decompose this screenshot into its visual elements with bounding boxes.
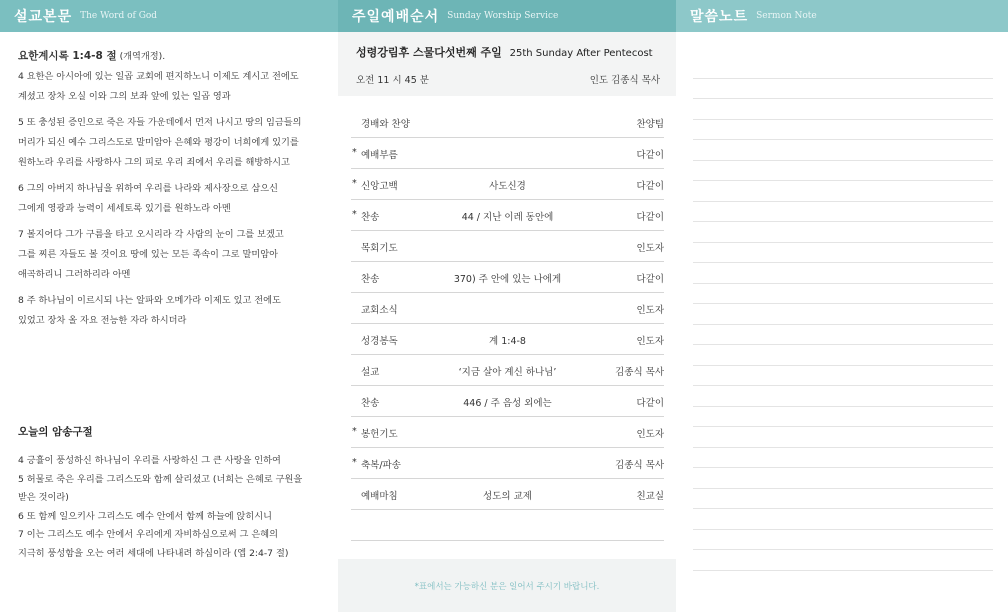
memory-line: 5 허물로 죽은 우리를 그리스도와 함께 살리셨고 (너희는 은혜로 구원을	[18, 473, 303, 485]
sunday-title	[356, 44, 660, 60]
note-header-subtitle: Sermon Note	[756, 11, 817, 21]
verse-line: 4 요한은 아시아에 있는 일곱 교회에 편지하노니 이제도 계시고 전에도	[18, 71, 299, 82]
order-item-leader: 김종식 목사	[615, 460, 664, 471]
worship-order-column	[338, 0, 676, 612]
verse-line: 머리가 되신 예수 그리스도로 말미암아 은혜와 평강이 너희에게 있기를	[18, 137, 299, 148]
order-item	[351, 200, 664, 231]
order-footer	[338, 559, 676, 612]
memory-verse-text	[18, 452, 323, 563]
note-line[interactable]	[693, 79, 993, 100]
order-item-leader: 다같이	[636, 150, 664, 161]
scripture-verse	[18, 291, 320, 331]
order-item	[351, 355, 664, 386]
standing-mark: *	[352, 147, 357, 158]
order-item-leader: 다같이	[636, 181, 664, 192]
scripture-verse	[18, 225, 320, 285]
order-item-name: 찬송	[361, 274, 380, 285]
service-info	[338, 32, 676, 96]
order-item-name: 설교	[361, 367, 380, 378]
note-line[interactable]	[693, 366, 993, 387]
order-header-title: 주일예배순서	[352, 9, 440, 25]
memory-line: 7 이는 그리스도 예수 안에서 우리에게 자비하심으로써 그 은혜의	[18, 529, 278, 540]
note-line[interactable]	[693, 58, 993, 79]
order-item-name: 예배부름	[361, 150, 398, 161]
order-item-name: 예배마침	[361, 491, 398, 502]
order-item-leader: 다같이	[636, 212, 664, 223]
order-item-content: ‘지금 살아 계신 하나님’	[458, 367, 557, 378]
verse-line: 원하노라 우리를 사랑하사 그의 피로 우리 죄에서 우리를 해방하시고	[18, 157, 290, 168]
note-header	[676, 0, 1008, 32]
scripture-reference-line	[18, 46, 320, 67]
word-header	[0, 0, 338, 32]
note-line[interactable]	[693, 489, 993, 510]
order-item-content: 성도의 교제	[483, 491, 532, 502]
memory-line: 받은 것이라)	[18, 492, 69, 503]
memory-line: 4 긍휼이 풍성하신 하나님이 우리를 사랑하신 그 큰 사랑을 인하여	[18, 455, 281, 466]
order-item-leader: 인도자	[636, 336, 664, 347]
note-line[interactable]	[693, 120, 993, 141]
scripture-verse	[18, 67, 320, 107]
word-header-title: 설교본문	[14, 9, 73, 25]
standing-mark: *	[352, 426, 357, 437]
note-header-title: 말씀노트	[690, 9, 749, 25]
order-item-name: 교회소식	[361, 305, 398, 316]
order-item-leader: 다같이	[636, 398, 664, 409]
order-item	[351, 262, 664, 293]
sermon-note-column	[676, 0, 1008, 612]
order-item	[351, 107, 664, 138]
note-line[interactable]	[693, 468, 993, 489]
order-item-leader: 다같이	[636, 274, 664, 285]
order-item-name: 찬송	[361, 398, 380, 409]
verse-line: 5 또 충성된 증인으로 죽은 자들 가운데에서 먼저 나시고 땅의 임금들의	[18, 117, 302, 128]
standing-mark: *	[352, 209, 357, 220]
verse-line: 8 주 하나님이 이르시되 나는 알파와 오메가라 이제도 있고 전에도	[18, 295, 281, 306]
order-item-content: 사도신경	[489, 181, 526, 192]
word-of-god-column	[0, 0, 338, 612]
note-line[interactable]	[693, 99, 993, 120]
note-line[interactable]	[693, 222, 993, 243]
memory-line: 지극히 풍성함을 오는 여러 세대에 나타내려 하심이라 (엡 2:4-7 절)	[18, 547, 289, 559]
verse-line: 애곡하리니 그러하리라 아멘	[18, 269, 131, 280]
verse-line: 있었고 장차 올 자요 전능한 자라 하시더라	[18, 315, 187, 326]
order-item-content: 44 / 지난 이레 동안에	[461, 212, 554, 223]
note-line[interactable]	[693, 263, 993, 284]
service-presider: 인도 김종식 목사	[589, 75, 660, 86]
note-line[interactable]	[693, 243, 993, 264]
order-item-name: 경배와 찬양	[361, 119, 410, 130]
order-item-leader: 친교실	[636, 491, 664, 502]
note-line[interactable]	[693, 181, 993, 202]
note-line[interactable]	[693, 325, 993, 346]
standing-note: *표에서는 가능하신 분은 일어서 주시기 바랍니다.	[414, 581, 600, 592]
order-item-name: 축복/파송	[361, 460, 401, 471]
order-item-content: 446 / 주 음성 외에는	[463, 398, 552, 409]
note-line[interactable]	[693, 530, 993, 551]
order-item-leader: 인도자	[636, 243, 664, 254]
order-item-leader: 찬양팀	[636, 119, 664, 130]
order-item-name: 찬송	[361, 212, 380, 223]
order-item	[351, 479, 664, 510]
order-item	[351, 293, 664, 324]
memory-verse-title: 오늘의 암송구절	[18, 426, 93, 438]
note-line[interactable]	[693, 202, 993, 223]
note-line[interactable]	[693, 284, 993, 305]
word-header-subtitle: The Word of God	[80, 11, 158, 21]
note-line[interactable]	[693, 407, 993, 428]
order-item	[351, 231, 664, 262]
order-list	[351, 107, 664, 541]
order-item-name: 목회기도	[361, 243, 398, 254]
sunday-title-en: 25th Sunday After Pentecost	[509, 48, 653, 59]
note-line[interactable]	[693, 550, 993, 571]
order-item-leader: 인도자	[636, 429, 664, 440]
order-item-leader: 인도자	[636, 305, 664, 316]
order-item	[351, 169, 664, 200]
service-time: 오전 11 시 45 분	[356, 75, 429, 86]
verse-line: 6 그의 아버지 하나님을 위하여 우리를 나라와 제사장으로 삼으신	[18, 183, 278, 194]
scripture-verse	[18, 113, 320, 173]
standing-mark: *	[352, 457, 357, 468]
standing-mark: *	[352, 178, 357, 189]
order-item-content: 계 1:4-8	[489, 336, 526, 347]
order-item-content: 370) 주 안에 있는 나에게	[453, 274, 562, 285]
note-line[interactable]	[693, 427, 993, 448]
note-line[interactable]	[693, 448, 993, 469]
verse-line: 그를 찌른 자들도 볼 것이요 땅에 있는 모든 족속이 그로 말미암아	[18, 249, 278, 260]
order-item	[351, 138, 664, 169]
note-line[interactable]	[693, 386, 993, 407]
order-blank-row	[351, 510, 664, 541]
note-line[interactable]	[693, 161, 993, 182]
note-line[interactable]	[693, 509, 993, 530]
order-item	[351, 386, 664, 417]
order-item-leader: 김종식 목사	[615, 367, 664, 378]
order-item-name: 신앙고백	[361, 181, 398, 192]
order-item	[351, 417, 664, 448]
scripture-reference: 요한계시록 1:4-8 절	[18, 50, 117, 62]
verse-line: 그에게 영광과 능력이 세세토록 있기를 원하노라 아멘	[18, 203, 231, 214]
order-header-subtitle: Sunday Worship Service	[447, 11, 559, 21]
scripture-text	[0, 32, 338, 331]
verse-line: 7 볼지어다 그가 구름을 타고 오시리라 각 사람의 눈이 그를 보겠고	[18, 229, 284, 240]
verse-line: 계셨고 장차 오실 이와 그의 보좌 앞에 있는 일곱 영과	[18, 91, 231, 102]
scripture-verse	[18, 179, 320, 219]
order-item	[351, 448, 664, 479]
memory-line: 6 또 함께 일으키사 그리스도 예수 안에서 함께 하늘에 앉히시니	[18, 510, 273, 522]
sunday-title-ko: 성령강림후 스물다섯번째 주일	[356, 46, 502, 59]
order-item	[351, 324, 664, 355]
scripture-version: (개역개정).	[119, 51, 166, 62]
order-header	[338, 0, 676, 32]
note-line[interactable]	[693, 140, 993, 161]
service-time-row	[356, 72, 660, 86]
order-item-name: 봉헌기도	[361, 429, 398, 440]
scripture-verses	[18, 67, 320, 331]
order-item-name: 성경봉독	[361, 336, 398, 347]
note-line[interactable]	[693, 304, 993, 325]
note-line[interactable]	[693, 345, 993, 366]
note-lines	[693, 58, 993, 571]
